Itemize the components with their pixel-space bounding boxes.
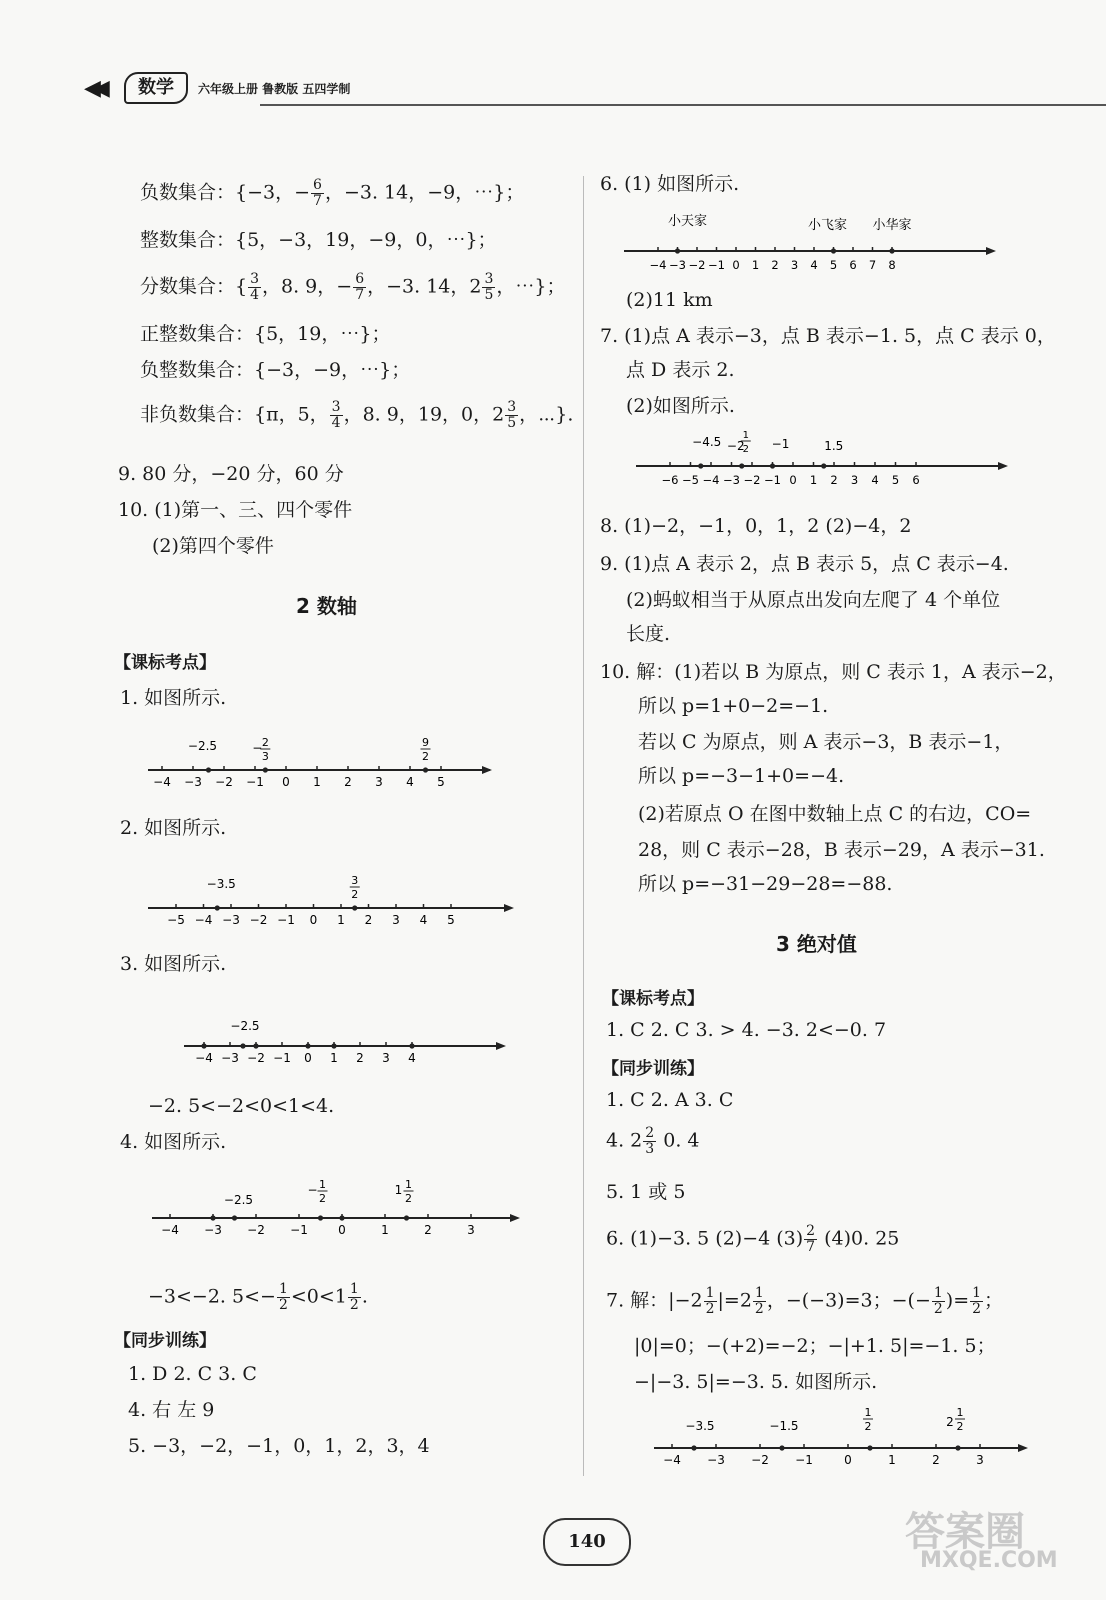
tick-label: 3	[790, 258, 799, 272]
section-3-title: 3 绝对值	[776, 932, 857, 956]
practice-5: 5. −3，−2，−1，0，1，2，3，4	[128, 1435, 430, 1457]
point-dot	[831, 248, 836, 253]
r-tag-curriculum: 【课标考点】	[602, 989, 704, 1009]
point-label: 3	[261, 750, 269, 763]
r-q9-1: 9. (1)点 A 表示 2，点 B 表示 5，点 C 表示−4.	[600, 553, 1009, 575]
tick-label: 6	[912, 473, 920, 487]
r-q8: 8. (1)−2，−1，0，1，2 (2)−4，2	[600, 515, 912, 537]
header-rule	[260, 104, 1106, 106]
r-t5: 5. 1 或 5	[606, 1181, 686, 1203]
tick-label: −1	[277, 913, 295, 927]
point-label: 1	[405, 1178, 412, 1191]
point-label: 2	[405, 1192, 412, 1205]
tick-label: 1	[888, 1453, 896, 1467]
r-t7-1: 7. 解：|−2 $\frac{1}{2}$ |=2 $\frac{1}{2}$ ，−(−3)=3；−(− $\frac{1}{2}$ )= $\frac{1}{2}$ ；	[606, 1285, 1004, 1317]
tick-label: 4	[408, 1051, 416, 1065]
negative-integer-set: 负整数集合：{−3，−9，⋯}；	[140, 359, 411, 381]
point-label: 3	[351, 874, 359, 887]
tick-label: 1	[313, 775, 321, 789]
point-dot	[889, 248, 894, 253]
point-dot	[404, 1215, 409, 1220]
tag-curriculum: 【课标考点】	[114, 653, 216, 673]
tick-label: 3	[976, 1453, 984, 1467]
answer-10-1: 10. (1)第一、三、四个零件	[118, 499, 353, 521]
r-q10-7: 所以 p=−31−29−28=−88.	[638, 873, 893, 895]
point-dot	[331, 1043, 336, 1048]
tick-label: −1	[273, 1051, 291, 1065]
tick-label: 3	[392, 913, 400, 927]
s2-q4-answer: −3<−2. 5<− $\frac{1}{2}$ <0<1 $\frac{1}{2}$ .	[148, 1281, 368, 1313]
point-dot	[779, 1445, 784, 1450]
point-label: 2	[261, 736, 269, 749]
r-t7-3: −|−3. 5|=−3. 5. 如图所示.	[634, 1371, 878, 1393]
tick-label: −2	[249, 913, 268, 927]
point-label: −2.5	[223, 1193, 254, 1207]
point-dot	[955, 1445, 960, 1450]
s2-q3: 3. 如图所示.	[120, 953, 227, 975]
tick-label: −4	[194, 913, 213, 927]
point-label: −2	[726, 439, 745, 453]
negative-set: 负数集合：{−3，− $\frac{6}{7}$ ，−3. 14，−9，⋯}；	[140, 177, 525, 209]
number-line-3	[180, 1012, 510, 1072]
section-2-title: 2 数轴	[296, 594, 357, 618]
tick-label: −4	[195, 1051, 213, 1065]
watermark-logo: 答案圈	[905, 1509, 1025, 1555]
point-label: 小天家	[667, 214, 708, 229]
point-dot	[352, 905, 357, 910]
tick-label: 4	[871, 473, 879, 487]
tick-label: −1	[764, 473, 781, 487]
tick-label: 3	[850, 473, 859, 487]
point-label: 2	[864, 1420, 872, 1433]
r-q10-3: 若以 C 为原点，则 A 表示−3，B 表示−1，	[638, 731, 1014, 753]
point-label: 1	[319, 1178, 326, 1191]
point-label: 2	[956, 1420, 964, 1433]
r-t4: 4. 2 $\frac{2}{3}$ 0. 4	[606, 1125, 700, 1157]
positive-integer-set: 正整数集合：{5，19，⋯}；	[140, 323, 391, 345]
tick-label: 5	[891, 473, 900, 487]
point-label: −	[252, 741, 263, 755]
r-q7-1: 7. (1)点 A 表示−3，点 B 表示−1. 5，点 C 表示 0，	[600, 325, 1056, 347]
tick-label: 0	[282, 775, 290, 789]
point-label: −2.5	[187, 739, 218, 753]
point-label: −3.5	[206, 877, 236, 891]
number-line-absolute	[650, 1400, 1040, 1480]
point-dot	[339, 1215, 344, 1220]
tick-label: −4	[663, 1453, 681, 1467]
point-dot	[305, 1043, 310, 1048]
point-label: −4.5	[692, 435, 722, 449]
tick-label: −5	[682, 473, 699, 487]
point-label: 小飞家	[807, 218, 848, 233]
point-dot	[201, 1043, 206, 1048]
r-t6: 6. (1)−3. 5 (2)−4 (3) $\frac{2}{7}$ (4)0. 25	[606, 1223, 900, 1255]
r-t7-2: |0|=0；−(+2)=−2；−|+1. 5|=−1. 5；	[634, 1335, 996, 1357]
point-dot	[739, 463, 744, 468]
tick-label: −2	[247, 1051, 265, 1065]
r-q10-6: 28，则 C 表示−28，B 表示−29，A 表示−31.	[638, 839, 1045, 861]
s2-q3-answer: −2. 5<−2<0<1<4.	[148, 1095, 335, 1117]
tick-label: −3	[723, 473, 740, 487]
answer-9: 9. 80 分，−20 分，60 分	[118, 463, 344, 485]
point-dot	[253, 1043, 258, 1048]
s2-q2: 2. 如图所示.	[120, 817, 227, 839]
point-dot	[263, 767, 268, 772]
tick-label: −2	[751, 1453, 769, 1467]
tick-label: 1	[330, 1051, 338, 1065]
r-q7-2: 点 D 表示 2.	[626, 359, 735, 381]
point-label: 2	[319, 1192, 326, 1205]
page-header	[80, 66, 1070, 106]
tick-label: 1	[751, 258, 760, 272]
practice-1-3: 1. D 2. C 3. C	[128, 1363, 257, 1385]
point-label: 1.5	[824, 439, 844, 453]
number-line-2	[140, 866, 520, 936]
tick-label: −1	[290, 1223, 308, 1237]
tick-label: −2	[247, 1223, 265, 1237]
tick-label: −2	[743, 473, 761, 487]
tick-label: 0	[844, 1453, 852, 1467]
r-q6-2: (2)11 km	[626, 289, 713, 311]
page-number: 140	[543, 1518, 631, 1566]
point-label: 1	[394, 1183, 403, 1197]
point-dot	[232, 1215, 237, 1220]
tick-label: −3	[221, 1051, 239, 1065]
tick-label: −1	[246, 775, 264, 789]
point-label: −2.5	[230, 1019, 260, 1033]
point-dot	[691, 1445, 696, 1450]
point-dot	[423, 767, 428, 772]
tick-label: 0	[304, 1051, 312, 1065]
r-q7-3: (2)如图所示.	[626, 395, 735, 417]
point-label: 1	[742, 430, 749, 441]
tick-label: 0	[732, 258, 740, 272]
tick-label: 4	[419, 913, 428, 927]
number-line-homes	[620, 205, 1010, 277]
point-dot	[409, 1043, 414, 1048]
tick-label: −4	[153, 775, 171, 789]
tick-label: −4	[702, 473, 720, 487]
point-dot	[770, 463, 775, 468]
point-dot	[210, 1215, 215, 1220]
tick-label: −3	[222, 913, 240, 927]
column-divider	[583, 176, 584, 1476]
r-q10-1: 10. 解：(1)若以 B 为原点，则 C 表示 1，A 表示−2，	[600, 661, 1067, 683]
answer-10-2: (2)第四个零件	[152, 535, 274, 557]
point-label: −1.5	[769, 1419, 799, 1433]
watermark-url: MXQE.COM	[920, 1548, 1058, 1573]
point-label: 小华家	[872, 218, 912, 233]
header-subtitle: 六年级上册 鲁教版 五四学制	[198, 82, 351, 96]
practice-4: 4. 右 左 9	[128, 1399, 215, 1421]
tick-label: 5	[829, 258, 838, 272]
tag-practice: 【同步训练】	[114, 1331, 216, 1351]
r-q9-2: (2)蚂蚁相当于从原点出发向左爬了 4 个单位	[626, 589, 1001, 611]
point-label: 2	[946, 1415, 954, 1429]
tick-label: 3	[467, 1223, 475, 1237]
tick-label: −2	[688, 258, 706, 272]
tick-label: −6	[661, 473, 679, 487]
number-line-1	[140, 730, 500, 800]
r-tag-practice: 【同步训练】	[602, 1059, 704, 1079]
s2-q4: 4. 如图所示.	[120, 1131, 227, 1153]
r-k1: 1. C 2. C 3. > 4. −3. 2<−0. 7	[606, 1019, 887, 1041]
tick-label: 2	[830, 473, 838, 487]
point-label: −1	[771, 437, 790, 451]
tick-label: 2	[932, 1453, 940, 1467]
point-label: 9	[422, 736, 429, 749]
tick-label: 0	[309, 913, 318, 927]
point-label: 2	[351, 888, 359, 901]
double-arrow-icon: ◀◀	[84, 76, 102, 101]
point-dot	[698, 463, 703, 468]
tick-label: 5	[447, 913, 455, 927]
tick-label: 5	[437, 775, 445, 789]
tick-label: −4	[161, 1223, 179, 1237]
tick-label: 1	[381, 1223, 389, 1237]
tick-label: 7	[868, 258, 877, 272]
tick-label: −3	[669, 258, 686, 272]
nonnegative-set: 非负数集合：{π，5， $\frac{3}{4}$ ，8. 9，19，0，2 $\frac{3}{5}$ ，⋯}.	[140, 399, 574, 431]
r-q6-1: 6. (1) 如图所示.	[600, 173, 740, 195]
tick-label: 1	[337, 913, 345, 927]
tick-label: 2	[424, 1223, 432, 1237]
fraction-set: 分数集合：{ $\frac{3}{4}$ ，8. 9，− $\frac{6}{7}$ ，−3. 14，2 $\frac{3}{5}$ ，⋯}；	[140, 271, 566, 303]
point-dot	[821, 463, 826, 468]
point-dot	[206, 767, 211, 772]
tick-label: 2	[364, 913, 373, 927]
r-q10-2: 所以 p=1+0−2=−1.	[638, 695, 829, 717]
tick-label: −3	[204, 1223, 222, 1237]
tick-label: 3	[375, 775, 383, 789]
tick-label: 4	[406, 775, 414, 789]
point-dot	[215, 905, 220, 910]
s2-q1: 1. 如图所示.	[120, 687, 227, 709]
tick-label: −1	[795, 1453, 813, 1467]
tick-label: −4	[649, 258, 667, 272]
number-line-4	[148, 1174, 528, 1248]
point-dot	[318, 1215, 323, 1220]
subject-logo: 数学	[124, 72, 188, 104]
tick-label: 2	[771, 258, 779, 272]
point-label: −	[307, 1183, 318, 1197]
r-q10-5: (2)若原点 O 在图中数轴上点 C 的右边，CO=	[638, 803, 1032, 825]
r-q9-3: 长度.	[626, 623, 671, 645]
tick-label: −5	[167, 913, 185, 927]
tick-label: −3	[707, 1453, 725, 1467]
point-dot	[240, 1043, 245, 1048]
tick-label: 2	[356, 1051, 364, 1065]
tick-label: −2	[215, 775, 233, 789]
point-label: 1	[864, 1406, 872, 1419]
number-line-points	[632, 430, 1022, 496]
tick-label: 8	[888, 258, 896, 272]
tick-label: 4	[810, 258, 818, 272]
point-label: 1	[956, 1406, 964, 1419]
point-label: −3.5	[685, 1419, 715, 1433]
tick-label: −1	[708, 258, 725, 272]
point-dot	[675, 248, 680, 253]
r-t1: 1. C 2. A 3. C	[606, 1089, 734, 1111]
tick-label: −3	[184, 775, 202, 789]
point-label: 2	[742, 444, 749, 455]
tick-label: 0	[338, 1223, 346, 1237]
integer-set: 整数集合：{5，−3，19，−9，0，⋯}；	[140, 229, 497, 251]
point-dot	[867, 1445, 872, 1450]
tick-label: 3	[382, 1051, 390, 1065]
tick-label: 6	[849, 258, 857, 272]
point-label: 2	[422, 750, 429, 763]
tick-label: 0	[789, 473, 797, 487]
tick-label: 1	[809, 473, 818, 487]
tick-label: 2	[344, 775, 352, 789]
r-q10-4: 所以 p=−3−1+0=−4.	[638, 765, 845, 787]
